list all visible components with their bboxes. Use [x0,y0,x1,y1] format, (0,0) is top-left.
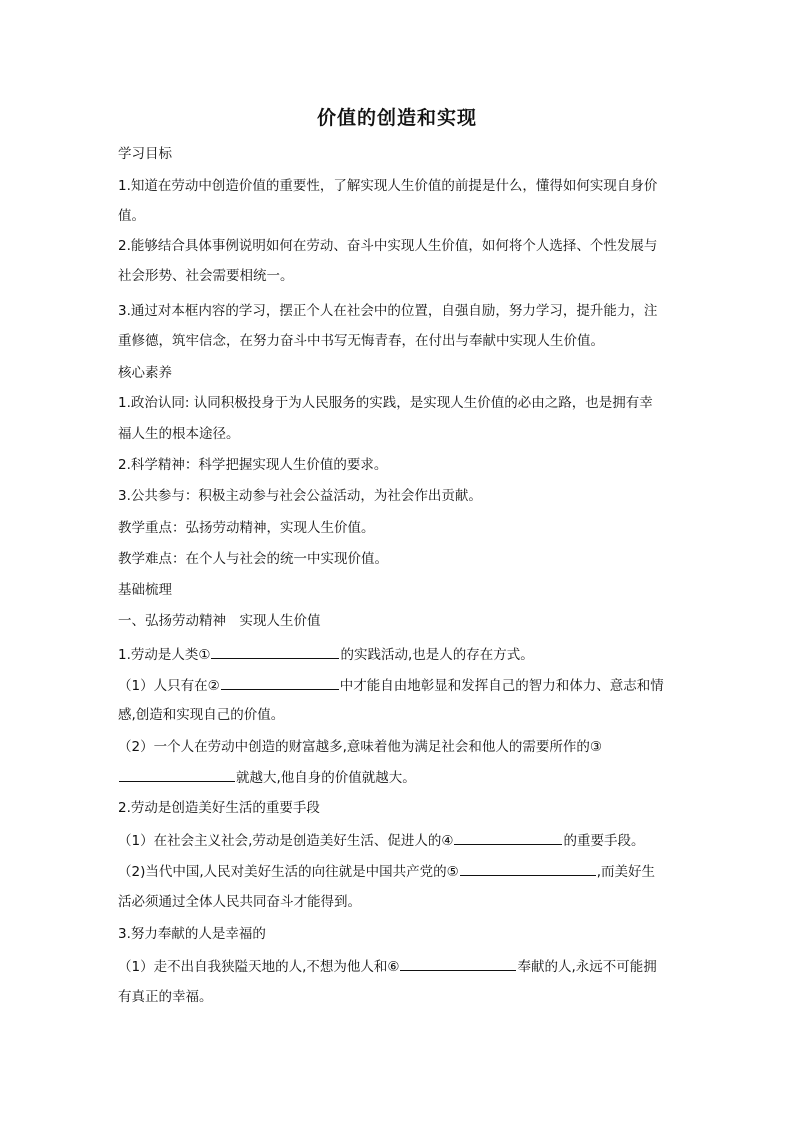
difficult-point: 教学难点：在个人与社会的统一中实现价值。 [118,551,388,567]
literacy-2: 2.科学精神：科学把握实现人生价值的要求。 [118,457,388,473]
point-2-1-post: 的重要手段。 [563,833,645,849]
fill-blank-1[interactable] [211,644,339,659]
point-1-1-line-2: 感,创造和实现自己的价值。 [118,707,285,723]
section-1-heading: 一、弘扬劳动精神 实现人生价值 [118,613,321,629]
literacy-3: 3.公共参与：积极主动参与社会公益活动，为社会作出贡献。 [118,488,482,504]
point-2-2-line-2: 活必须通过全体人民共同奋斗才能得到。 [118,894,361,910]
fill-blank-3[interactable] [119,767,235,782]
key-point: 教学重点：弘扬劳动精神，实现人生价值。 [118,520,375,536]
objectives-heading: 学习目标 [118,146,172,162]
point-1-post: 的实践活动,也是人的存在方式。 [340,647,534,663]
point-2-1 [118,830,678,851]
point-1 [118,644,678,665]
point-3: 3.努力奉献的人是幸福的 [118,926,266,942]
fill-blank-2[interactable] [221,675,339,690]
point-2-2-line-1 [118,861,678,882]
point-1-1-pre: （1）人只有在② [118,678,220,694]
point-3-1-line-2: 有真正的幸福。 [118,989,213,1005]
fill-blank-4[interactable] [454,830,562,845]
point-2-1-pre: （1）在社会主义社会,劳动是创造美好生活、促进人的④ [118,833,454,849]
fill-blank-6[interactable] [400,956,516,971]
point-2-2-pre: （2)当代中国,人民对美好生活的向往就是中国共产党的⑤ [118,864,459,880]
point-2: 2.劳动是创造美好生活的重要手段 [118,800,320,816]
page-title: 价值的创造和实现 [316,107,477,129]
point-3-1-post: 奉献的人,永远不可能拥 [517,959,657,975]
point-1-1-post: 中才能自由地彰显和发挥自己的智力和体力、意志和情 [339,678,664,694]
objective-2-line-2: 社会形势、社会需要相统一。 [118,268,294,284]
objective-1-line-1: 1.知道在劳动中创造价值的重要性，了解实现人生价值的前提是什么，懂得如何实现自身价 [118,178,658,194]
point-1-pre: 1.劳动是人类① [118,647,211,663]
literacy-1-line-2: 福人生的根本途径。 [118,426,240,442]
point-1-1-line-1 [118,675,678,696]
point-3-1-pre: （1）走不出自我狭隘天地的人,不想为他人和⑥ [118,959,400,975]
objective-1-line-2: 值。 [118,208,145,224]
basics-heading: 基础梳理 [118,582,172,598]
literacy-heading: 核心素养 [118,365,172,381]
point-1-2-line-1: （2）一个人在劳动中创造的财富越多,意味着他为满足社会和他人的需要所作的③ [118,739,602,755]
point-1-2-line-2 [118,767,678,788]
point-3-1-line-1 [118,956,678,977]
point-1-2-post: 就越大,他自身的价值就越大。 [236,770,416,786]
objective-2-line-1: 2.能够结合具体事例说明如何在劳动、奋斗中实现人生价值，如何将个人选择、个性发展与 [118,238,658,254]
objective-3-line-1: 3.通过对本框内容的学习，摆正个人在社会中的位置，自强自励，努力学习，提升能力，注 [118,303,658,319]
fill-blank-5[interactable] [460,861,596,876]
objective-3-line-2: 重修德，筑牢信念，在努力奋斗中书写无悔青春，在付出与奉献中实现人生价值。 [118,333,604,349]
point-2-2-post: ,而美好生 [596,864,656,880]
literacy-1-line-1: 1.政治认同: 认同积极投身于为人民服务的实践，是实现人生价值的必由之路，也是拥有幸 [118,395,653,411]
